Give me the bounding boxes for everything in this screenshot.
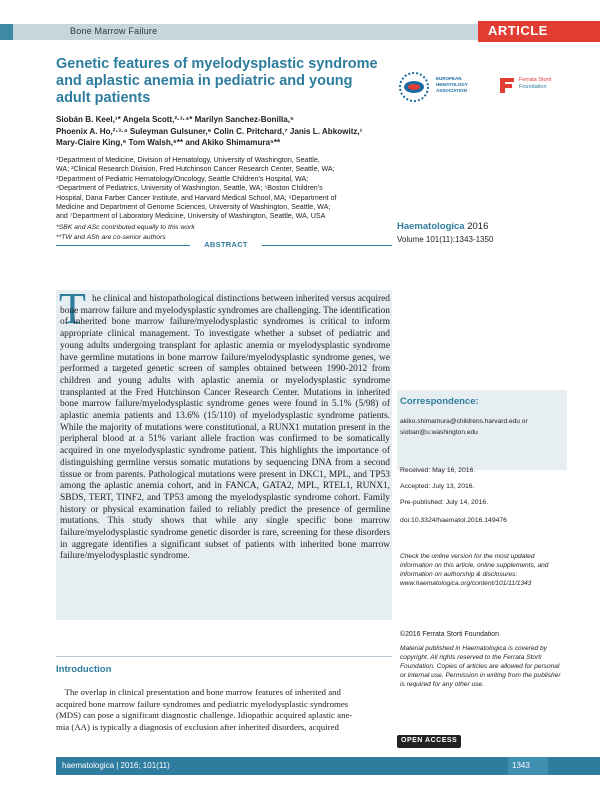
- author-list: [56, 114, 392, 149]
- title-line: adult patients: [56, 90, 151, 106]
- page-number: 1343: [512, 761, 530, 770]
- journal-year: 2016: [467, 221, 489, 232]
- footer-citation: haematologica | 2016; 101(11): [62, 761, 170, 770]
- affiliation-line: Hospital, Dana Farber Cancer Institute, and Harvard Medical School, MA; ⁶Department of: [56, 193, 337, 202]
- abstract-paragraph: he clinical and histopathological distinctions between inherited versus acquired bone marrow failure and myelodysplastic syndromes are challenging. The identification of inherited bone marrow failure/myelodysplastic syndromes is critical to inform appropriate clinical management. To investigate whether a subset of pediatric and young adults undergoing transplant for aplastic anemia or myelodysplastic syndrome have germline mutations in bone marrow failure/myelodysplastic syndrome genes, we performed a targeted genetic screen of samples obtained between 1990-2012 from children and young adults with aplastic anemia or myelodysplastic syndrome transplanted at the Fred Hutchinson Cancer Research Center. Mutations in inherited bone marrow failure/myelodysplastic syndrome genes were found in 5.1% (5/98) of aplastic anemia patients and 13.6% (15/110) of myelodysplastic syndrome patients. While the majority of mutations were constitutional, a RUNX1 mutation present in the peripheral blood at a 51% variant allele fraction was confirmed to be somatically acquired in one myelodysplastic syndrome patient. This highlights the importance of distinguishing germline versus somatic mutations by sequencing DNA from a second tissue or from parents. Pathological mutations were present in DKC1, MPL, and TP53 among the aplastic anemia cohort, and in FANCA, GATA2, MPL, RTEL1, RUNX1, SBDS, TERT, TINF2, and TP53 among the myelodysplastic syndrome cohort. Family history or physical examination failed to reliably predict the presence of germline mutations. This study shows that while any single specific bone marrow failure/myelodysplastic syndrome genetic disorder is rare, screening for these disorders in aggregate identifies a significant subset of patients with inherited bone marrow failure/myelodysplastic syndrome.: [60, 294, 390, 562]
- accepted-date: Accepted: July 13, 2016.: [400, 483, 475, 490]
- title-line: and aplastic anemia in pediatric and young: [56, 73, 353, 89]
- eha-logo-line: HEMATOLOGY: [436, 82, 468, 87]
- eha-logo-text: [436, 76, 468, 94]
- author-note: **TW and ASh are co-senior authors: [56, 234, 166, 241]
- fsf-logo: [496, 74, 518, 96]
- author-note: *SBK and ASc contributed equally to this work: [56, 224, 195, 231]
- affiliation-line: and ⁷Department of Laboratory Medicine, University of Washington, Seattle, WA, USA: [56, 212, 326, 221]
- abstract-text: [60, 294, 390, 563]
- abstract-rule: [56, 245, 190, 246]
- fsf-logo-line: Foundation: [519, 84, 547, 90]
- received-date: Received: May 16, 2016.: [400, 467, 476, 474]
- online-version-note: Check the online version for the most updated information on this article, online supplements, and information on authorship & disclosures: www.haematologica.org/content/101/11/1343: [400, 553, 549, 587]
- intro-rule: [56, 656, 392, 657]
- affiliation-line: Medicine and Department of Genome Sciences, University of Washington, Seattle, WA;: [56, 203, 331, 212]
- intro-line: The overlap in clinical presentation and bone marrow features of inherited and: [56, 687, 341, 697]
- title-line: Genetic features of myelodysplastic syndrome: [56, 56, 378, 72]
- article-title: [56, 56, 386, 107]
- open-access-label: OPEN ACCESS: [401, 737, 458, 744]
- abstract-heading: ABSTRACT: [204, 240, 248, 249]
- affiliation-line: ¹Department of Medicine, Division of Hematology, University of Washington, Seattle,: [56, 156, 320, 164]
- copyright-line: ©2016 Ferrata Storti Foundation: [400, 631, 499, 638]
- article-dates: [400, 463, 488, 511]
- intro-line: mia (AA) is typically a diagnosis of exclusion after inherited disorders, acquired: [56, 721, 339, 732]
- author-line: Siobán B. Keel,¹* Angela Scott,²·³·⁴* Marilyn Sanchez-Bonilla,⁵: [56, 115, 294, 124]
- intro-line: acquired bone marrow failure syndromes and pediatric myelodysplastic syndromes: [56, 698, 349, 709]
- affiliation-line: ³Department of Pediatric Hematology/Oncology, Seattle Children's Hospital, WA;: [56, 174, 309, 183]
- eha-logo-line: EUROPEAN: [436, 76, 462, 81]
- eha-logo: [397, 70, 431, 104]
- prepublished-date: Pre-published: July 14, 2016.: [400, 499, 489, 506]
- doi-link[interactable]: doi:10.3324/haematol.2016.149476: [400, 517, 507, 524]
- affiliations: [56, 156, 396, 222]
- correspondence-heading: Correspondence:: [400, 396, 479, 407]
- section-label: Bone Marrow Failure: [70, 26, 158, 36]
- intro-heading: Introduction: [56, 664, 112, 675]
- correspondence-email[interactable]: akiko.shimamura@childrens.harvard.edu or sioban@u.washington.edu: [400, 418, 528, 436]
- abstract-rule: [262, 245, 392, 246]
- author-line: Mary-Claire King,⁶ Tom Walsh,⁶** and Akiko Shimamura⁵**: [56, 138, 281, 147]
- affiliation-line: ⁴Department of Pediatrics, University of Washington, Seattle, WA; ⁵Boston Children's: [56, 184, 323, 193]
- fsf-logo-text: [519, 77, 551, 91]
- copyright-note: Material published in Haematologica is covered by copyright. All rights reserved to the Ferrata Storti Foundation. Copies of articles are allowed for personal or internal use. Permission in writing from the publisher is required for any other use.: [400, 645, 561, 688]
- fsf-logo-line: Ferrata Storti: [519, 77, 552, 83]
- affiliation-line: WA; ²Clinical Research Division, Fred Hutchinson Cancer Research Center, Seattle, WA;: [56, 165, 335, 174]
- journal-name: [397, 221, 488, 232]
- journal-title: Haematologica: [397, 221, 465, 232]
- journal-volume: Volume 101(11):1343-1350: [397, 235, 494, 244]
- intro-text: [56, 687, 392, 733]
- article-badge-label: ARTICLE: [488, 23, 548, 38]
- header-accent: [0, 24, 13, 40]
- intro-line: (MDS) can pose a significant diagnostic challenge. Idiopathic acquired aplastic ane-: [56, 710, 353, 720]
- abstract-dropcap: T: [59, 284, 86, 333]
- author-line: Phoenix A. Ho,²·³·⁴ Suleyman Gulsuner,⁶ Colin C. Pritchard,⁷ Janis L. Abkowitz,¹: [56, 126, 363, 136]
- eha-logo-line: ASSOCIATION: [436, 88, 467, 93]
